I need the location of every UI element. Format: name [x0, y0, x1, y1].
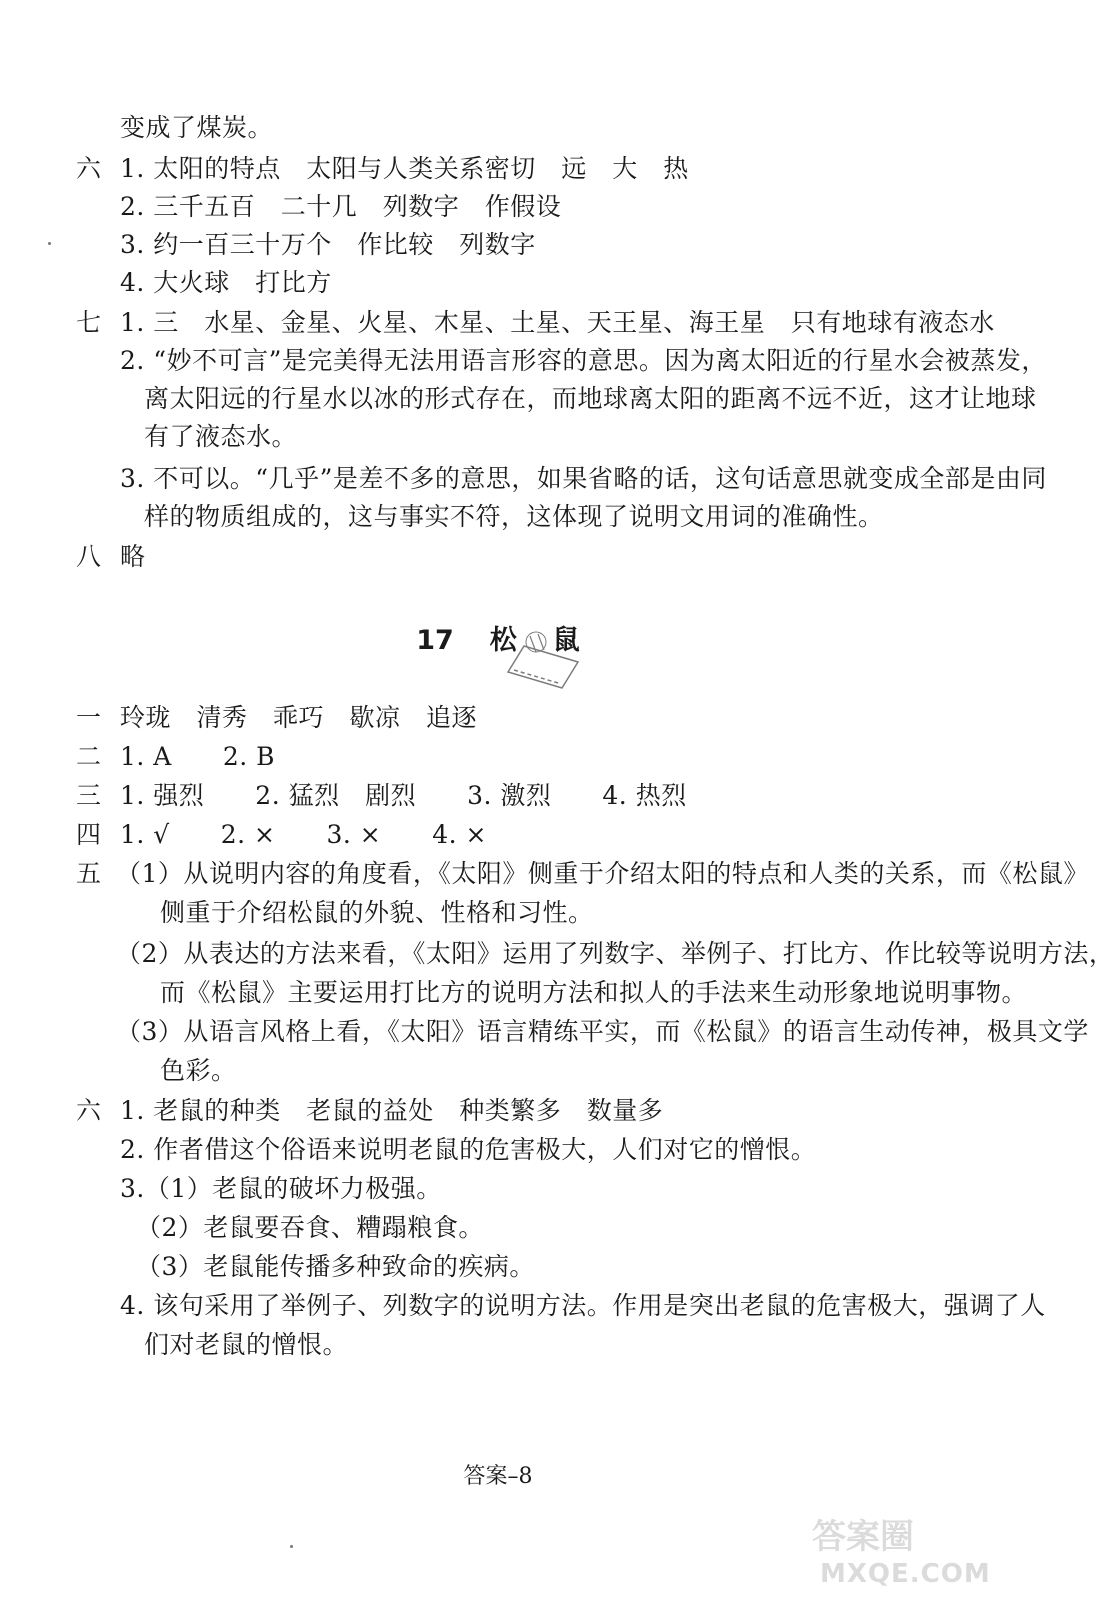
- section-number: 五: [76, 859, 102, 888]
- line-text: 们对老鼠的憎恨。: [144, 1330, 349, 1359]
- answer-line: [120, 701, 477, 735]
- answer-line: [120, 190, 561, 224]
- answer-line: [120, 1133, 816, 1167]
- line-text: 样的物质组成的，这与事实不符，这体现了说明文用词的准确性。: [144, 502, 884, 531]
- answer-line: [144, 500, 884, 534]
- line-text: 变成了煤炭。: [120, 113, 274, 142]
- answer-line: [144, 420, 297, 454]
- watermark-text-top: 答案圈: [812, 1517, 914, 1557]
- line-text: 3.（1）老鼠的破坏力极强。: [120, 1174, 442, 1203]
- answer-line: [160, 1054, 237, 1088]
- answer-line: [120, 818, 487, 852]
- section-number: 六: [76, 1096, 102, 1125]
- answer-line: [120, 1289, 1046, 1323]
- line-text: 色彩。: [160, 1056, 237, 1085]
- scan-speck: [290, 1545, 293, 1548]
- watermark-logo: [806, 1508, 991, 1590]
- line-text: 1. 强烈 2. 猛烈 剧烈 3. 激烈 4. 热烈: [120, 781, 687, 810]
- line-text: （3）老鼠能传播多种致命的疾病。: [136, 1252, 535, 1281]
- answer-line: [144, 382, 1037, 416]
- scan-speck: [48, 242, 51, 245]
- answer-line: [120, 152, 689, 186]
- section-one-label: [76, 701, 101, 735]
- answer-line: [120, 344, 1047, 378]
- answer-line: [120, 1094, 663, 1128]
- watermark-text-bottom: MXQE.COM: [820, 1559, 991, 1589]
- line-text: 1. 太阳的特点 太阳与人类关系密切 远 大 热: [120, 154, 689, 183]
- line-text: 1. √ 2. × 3. × 4. ×: [120, 820, 487, 849]
- answer-line: [120, 740, 275, 774]
- line-text: 3. 约一百三十万个 作比较 列数字: [120, 230, 536, 259]
- answer-line: [116, 937, 1114, 971]
- answer-line: [120, 779, 687, 813]
- lesson-title-char: 鼠: [552, 625, 580, 656]
- stamp-icon: [500, 612, 584, 696]
- line-text: 略: [120, 542, 146, 571]
- section-four-label: [76, 818, 101, 852]
- section-number: 三: [76, 781, 102, 810]
- line-text: 4. 该句采用了举例子、列数字的说明方法。作用是突出老鼠的危害极大，强调了人: [120, 1291, 1046, 1320]
- section-number: 二: [76, 742, 102, 771]
- answer-line: [160, 896, 594, 930]
- line-text: 离太阳远的行星水以冰的形式存在，而地球离太阳的距离不远不近，这才让地球: [144, 384, 1037, 413]
- line-text: 玲珑 清秀 乖巧 歇凉 追逐: [120, 703, 478, 732]
- lesson-title-char: 松: [489, 625, 517, 656]
- page-number: [0, 1459, 996, 1490]
- line-text: 2. “妙不可言”是完美得无法用语言形容的意思。因为离太阳近的行星水会被蒸发，: [120, 346, 1047, 375]
- line-text: （3）从语言风格上看，《太阳》语言精练平实，而《松鼠》的语言生动传神，极具文学: [116, 1017, 1089, 1046]
- answer-line: [120, 266, 332, 300]
- section-number: 四: [76, 820, 102, 849]
- section-number: 六: [76, 154, 102, 183]
- section-five-label: [76, 857, 101, 891]
- answer-line: [144, 1328, 348, 1362]
- lesson-number: 17: [416, 625, 454, 656]
- answer-line: [120, 306, 995, 340]
- line-text: 侧重于介绍松鼠的外貌、性格和习性。: [160, 898, 594, 927]
- section-number: 七: [76, 308, 102, 337]
- line-text: 1. 三 水星、金星、火星、木星、土星、天王星、海王星 只有地球有液态水: [120, 308, 995, 337]
- answer-line: [120, 462, 1047, 496]
- line-text: （1）从说明内容的角度看，《太阳》侧重于介绍太阳的特点和人类的关系，而《松鼠》: [116, 859, 1089, 888]
- section-eight-label: [76, 540, 101, 574]
- answer-line: [120, 228, 536, 262]
- section-two-label: [76, 740, 101, 774]
- line-text: （2）从表达的方法来看，《太阳》运用了列数字、举例子、打比方、作比较等说明方法，: [116, 939, 1114, 968]
- line-text: 2. 三千五百 二十几 列数字 作假设: [120, 192, 562, 221]
- answer-line: [136, 1250, 535, 1284]
- section-number: 一: [76, 703, 102, 732]
- section-three-label: [76, 779, 101, 813]
- line-text: （2）老鼠要吞食、糟蹋粮食。: [136, 1213, 484, 1242]
- answer-line: [116, 857, 1089, 891]
- line-text: 而《松鼠》主要运用打比方的说明方法和拟人的手法来生动形象地说明事物。: [160, 978, 1028, 1007]
- answer-line: [116, 1015, 1089, 1049]
- line-text: 2. 作者借这个俗语来说明老鼠的危害极大，人们对它的憎恨。: [120, 1135, 817, 1164]
- line-text: 1. 老鼠的种类 老鼠的益处 种类繁多 数量多: [120, 1096, 664, 1125]
- lesson-title: [0, 618, 996, 657]
- line-text: 有了液态水。: [144, 422, 298, 451]
- line-text: 4. 大火球 打比方: [120, 268, 332, 297]
- section-number: 八: [76, 542, 102, 571]
- answer-line: [120, 111, 273, 145]
- section-seven-label: [76, 306, 101, 340]
- answer-line: [120, 1172, 442, 1206]
- section-six-label: [76, 152, 101, 186]
- answer-line: [160, 976, 1027, 1010]
- answer-line: [120, 540, 146, 574]
- section-six-label: [76, 1094, 101, 1128]
- page-number-text: 答案–8: [463, 1464, 533, 1489]
- line-text: 3. 不可以。“几乎”是差不多的意思，如果省略的话，这句话意思就变成全部是由同: [120, 464, 1047, 493]
- answer-line: [136, 1211, 484, 1245]
- line-text: 1. A 2. B: [120, 742, 276, 771]
